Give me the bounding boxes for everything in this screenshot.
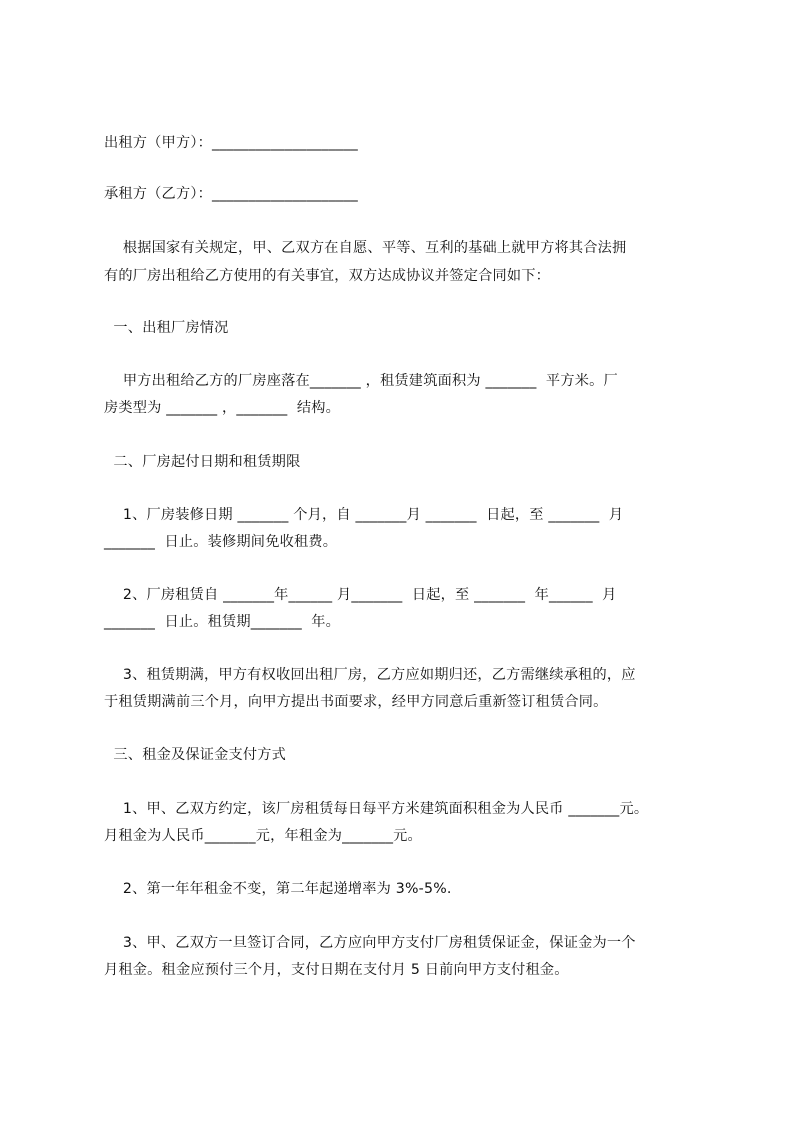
intro-line-2: 有的厂房出租给乙方使用的有关事宜，双方达成协议并签定合同如下： bbox=[104, 268, 551, 284]
section-1-body-line-2: 房类型为 _______ ，_______ 结构。 bbox=[104, 400, 341, 416]
section-2-item-1-line-2: _______ 日止。装修期间免收租费。 bbox=[104, 534, 338, 550]
section-3-item-3-line-1: 3、甲、乙双方一旦签订合同，乙方应向甲方支付厂房租赁保证金，保证金为一个 bbox=[104, 935, 636, 951]
section-2-item-2-line-2: _______ 日止。租赁期_______ 年。 bbox=[104, 614, 341, 630]
section-2-item-3-line-1: 3、租赁期满，甲方有权收回出租厂房，乙方应如期归还，乙方需继续承租的，应 bbox=[104, 667, 636, 683]
section-3-item-1-line-1: 1、甲、乙双方约定，该厂房租赁每日每平方米建筑面积租金为人民币 _______元。 bbox=[104, 801, 649, 817]
section-2-item-1-line-1: 1、厂房装修日期 _______ 个月，自 _______月 _______ 日起，至 _______ 月 bbox=[104, 507, 624, 523]
section-2-item-3-line-2: 于租赁期满前三个月，向甲方提出书面要求，经甲方同意后重新签订租赁合同。 bbox=[104, 694, 608, 710]
party-a-line: 出租方（甲方）：____________________ bbox=[104, 135, 358, 151]
party-b-line: 承租方（乙方）：____________________ bbox=[104, 186, 358, 202]
section-1-title: 一、出租厂房情况 bbox=[104, 320, 229, 336]
section-3-item-3-line-2: 月租金。租金应预付三个月，支付日期在支付月 5 日前向甲方支付租金。 bbox=[104, 962, 569, 978]
section-3-item-1-line-2: 月租金为人民币_______元，年租金为_______元。 bbox=[104, 828, 422, 844]
section-2-title: 二、厂房起付日期和租赁期限 bbox=[104, 454, 301, 470]
section-1-body-line-1: 甲方出租给乙方的厂房座落在_______ ，租赁建筑面积为 _______ 平方米。厂 bbox=[104, 373, 618, 389]
intro-line-1: 根据国家有关规定，甲、乙双方在自愿、平等、互利的基础上就甲方将其合法拥 bbox=[104, 240, 627, 256]
section-3-item-2: 2、第一年年租金不变，第二年起递增率为 3%-5%. bbox=[104, 881, 452, 897]
section-2-item-2-line-1: 2、厂房租赁自 _______年______ 月_______ 日起，至 _______ 年______ 月 bbox=[104, 587, 617, 603]
section-3-title: 三、租金及保证金支付方式 bbox=[104, 747, 287, 763]
